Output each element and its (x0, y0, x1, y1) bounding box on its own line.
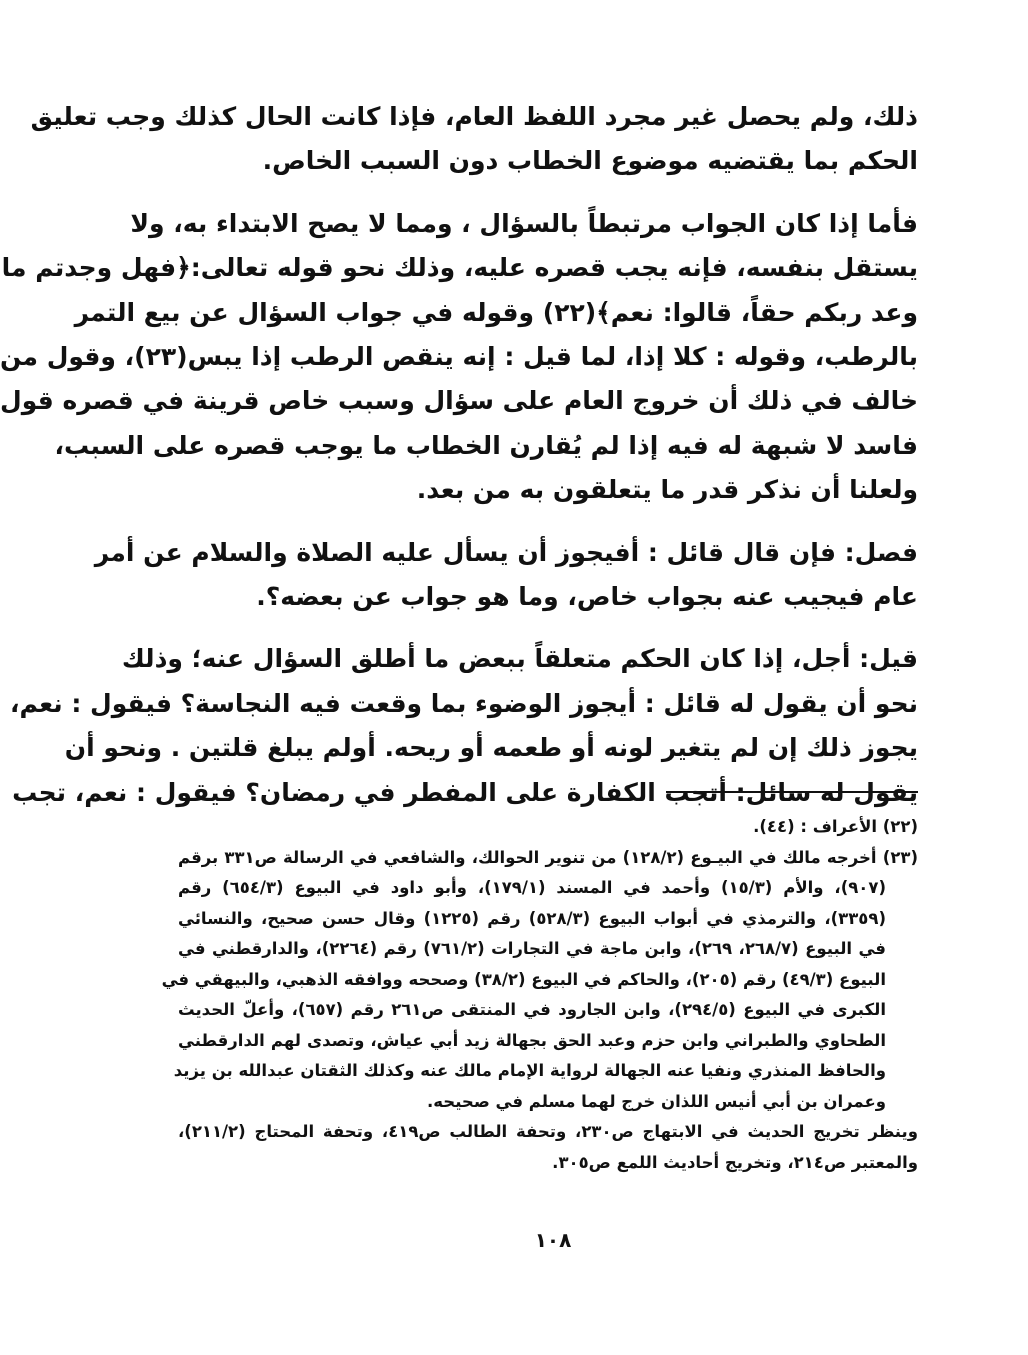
page-number: ١٠٨ (534, 1228, 572, 1252)
paragraph (94, 531, 918, 620)
text-line: بالرطب، وقوله : كلا إذا، لما قيل : إنه ينقص الرطب إذا يبس(٢٣)، وقول من (0, 342, 918, 372)
text-line: الحكم بما يقتضيه موضوع الخطاب دون السبب الخاص. (262, 146, 918, 176)
main-text (0, 95, 918, 815)
footnote-line: (٩٠٧)، والأم (١٥/٣) وأحمد في المسند (١٧٩/١)، وأبو داود في البيوع (٦٥٤/٣) رقم (178, 878, 886, 897)
footnote-line: وعمران بن أبي أنيس اللذان خرج لهما مسلم في صحيحه. (427, 1091, 886, 1111)
footnote-line: الكبرى في البيوع (٢٩٤/٥)، وابن الجارود في المنتقى ص٢٦١ رقم (٦٥٧)، وأعلّ الحديث (178, 1000, 886, 1019)
text-line: نحو أن يقول له قائل : أيجوز الوضوء بما وقعت فيه النجاسة؟ فيقول : نعم، (10, 688, 918, 718)
text-line: يستقل بنفسه، فإنه يجب قصره عليه، وذلك نحو قوله تعالى:﴿فهل وجدتم ما (1, 253, 918, 283)
footnote-line: (٢٣) أخرجه مالك في البيـوع (١٢٨/٢) من تنوير الحوالك، والشافعي في الرسالة ص٣٣١ برقم (178, 847, 919, 867)
text-line: فأما إذا كان الجواب مرتبطاً بالسؤال ، ومما لا يصح الابتداء به، ولا (130, 208, 918, 238)
text-line: يجوز ذلك إن لم يتغير لونه أو طعمه أو ريحه. أولم يبلغ قلتين . ونحو أن (64, 733, 918, 763)
text-line: ولعلنا أن نذكر قدر ما يتعلقون به من بعد. (416, 475, 918, 505)
text-line: ذلك، ولم يحصل غير مجرد اللفظ العام، فإذا كانت الحال كذلك وجب تعليق (30, 102, 918, 131)
text-line: فاسد لا شبهة له فيه إذا لم يُقارن الخطاب ما يوجب قصره على السبب، (54, 430, 918, 460)
text-line: يقول له سائل: أتجب الكفارة على المفطر في رمضان؟ فيقول : نعم، تجب (12, 777, 918, 807)
footnote-separator (666, 791, 918, 793)
text-line: وعد ربكم حقاً، قالوا: نعم﴾(٢٢) وقوله في جواب السؤال عن بيع التمر (74, 297, 918, 327)
text-line: خالف في ذلك أن خروج العام على سؤال وسبب خاص قرينة في قصره قول (0, 386, 918, 416)
footnote-line: (٢٢) الأعراف : (٤٤). (753, 817, 918, 836)
paragraph (30, 95, 918, 184)
footnote-line: (٣٣٥٩)، والترمذي في أبواب البيوع (٥٢٨/٣) رقم (١٢٢٥) وقال حسن صحيح، والنسائي (178, 908, 886, 928)
footnote-line: الطحاوي والطبراني وابن حزم وعبد الحق بجهالة زيد أبي عياش، وتصدى لهم الدارقطني (178, 1030, 886, 1050)
text-line: فصل: فإن قال قائل : أفيجوز أن يسأل عليه الصلاة والسلام عن أمر (94, 537, 918, 567)
paragraph (10, 637, 918, 815)
footnote-line: وينظر تخريج الحديث في الابتهاج ص٢٣٠، وتحفة الطالب ص٤١٩، وتحفة المحتاج (٢١١/٢)، (178, 1122, 918, 1141)
footnotes (161, 812, 919, 1178)
footnote-line: والحافظ المنذري ونفيا عنه الجهالة لرواية الإمام مالك عنه وكذلك الثقتان عبدالله بن يزيد (173, 1061, 886, 1080)
footnote-line: البيوع (٤٩/٣) رقم (٢٠٥)، والحاكم في البيوع (٣٨/٢) وصححه ووافقه الذهبي، والبيهقي في (161, 969, 886, 989)
text-line: قيل: أجل، إذا كان الحكم متعلقاً ببعض ما أطلق السؤال عنه؛ وذلك (121, 644, 918, 674)
footnote-line: والمعتبر ص٢١٤، وتخريج أحاديث اللمع ص٣٠٥. (552, 1152, 918, 1172)
footnote-line: في البيوع (٢٦٨/٧، ٢٦٩)، وابن ماجة في التجارات (٧٦١/٢) رقم (٢٢٦٤)، والدارقطني في (178, 939, 886, 958)
text-line: عام فيجيب عنه بجواب خاص، وما هو جواب عن بعضه؟. (256, 582, 918, 612)
paragraph (0, 202, 918, 513)
